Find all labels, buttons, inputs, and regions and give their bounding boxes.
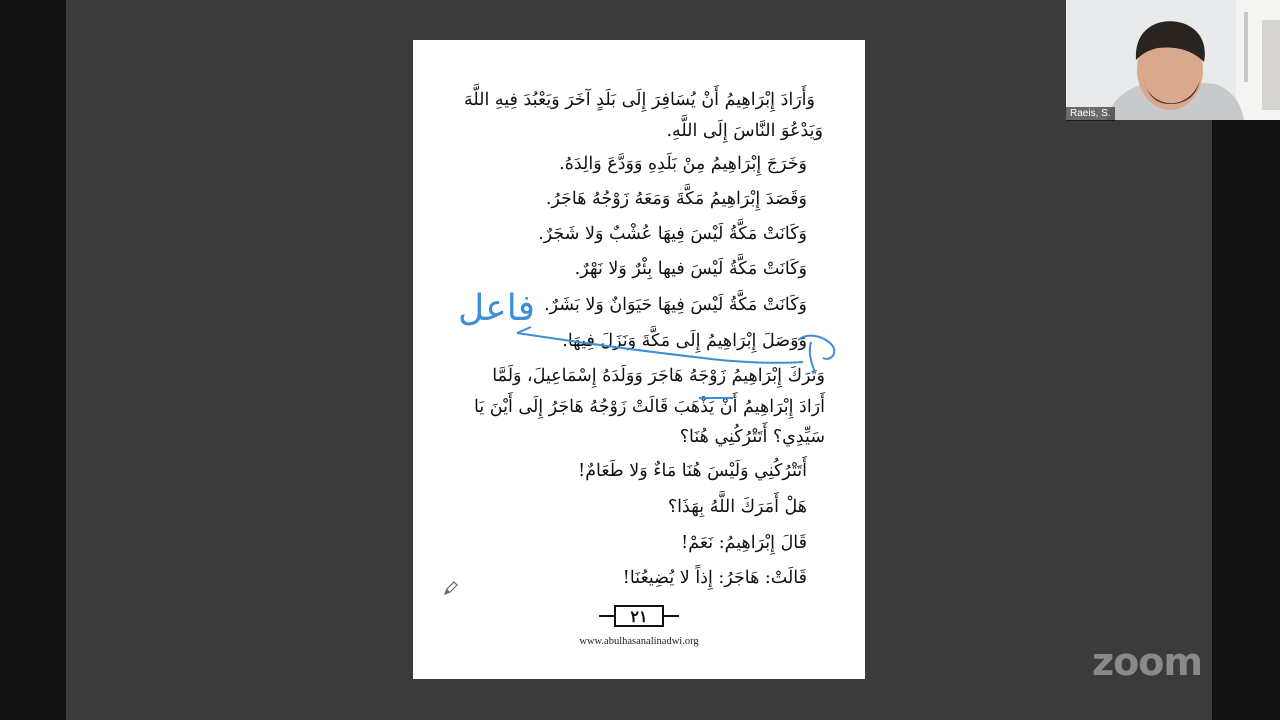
- page-number-rule-left: [599, 615, 614, 617]
- text-line: أَرَادَ إِبْرَاهِيمُ أَنْ يَذْهَبَ قَالَتْ زَوْجُهُ هَاجَرُ إِلَى أَيْنَ يَا: [473, 397, 825, 417]
- book-page: [413, 40, 865, 679]
- text-line: وَوَصَلَ إِبْرَاهِيمُ إِلَى مَكَّةَ وَنَزَلَ فِيهَا.: [562, 331, 807, 351]
- participant-name-label: Raeis, S.: [1066, 107, 1115, 121]
- text-line: وَيَدْعُوَ النَّاسَ إِلَى اللَّهِ.: [666, 121, 823, 141]
- text-line: أَتَتْرُكُنِي وَلَيْسَ هُنَا مَاءٌ وَلا طَعَامٌ!: [578, 461, 807, 481]
- text-line: وَخَرَجَ إِبْرَاهِيمُ مِنْ بَلَدِهِ وَوَدَّعَ وَالِدَهُ.: [559, 154, 807, 174]
- text-line: وَتَرَكَ إِبْرَاهِيمُ زَوْجَهُ هَاجَرَ وَوَلَدَهُ إِسْمَاعِيلَ، وَلَمَّا: [492, 366, 825, 386]
- page-number: ٢١: [614, 605, 664, 627]
- text-line: قَالَتْ: هَاجَرُ: إِذاً لا يُضِيعُنَا!: [622, 568, 807, 588]
- text-line: هَلْ أَمَرَكَ اللَّهُ بِهَذَا؟: [667, 497, 807, 517]
- zoom-logo: zoom: [1092, 640, 1202, 684]
- text-line: وَكَانَتْ مَكَّةُ لَيْسَ فِيهَا عُشْبٌ وَلا شَجَرٌ.: [538, 224, 807, 244]
- text-line: سَيِّدِي؟ أَتَتْرُكُنِي هُنَا؟: [679, 427, 825, 447]
- pencil-icon[interactable]: [443, 580, 459, 596]
- text-line: وَقَصَدَ إِبْرَاهِيمُ مَكَّةَ وَمَعَهُ زَوْجُهُ هَاجَرُ.: [545, 189, 807, 209]
- page-text: [413, 40, 865, 600]
- text-line: وَكَانَتْ مَكَّةُ لَيْسَ فِيهَا حَيَوَانٌ وَلا بَشَرٌ.: [544, 295, 807, 315]
- annotation-fail-label: فاعل: [458, 288, 535, 329]
- right-black-bar: [1212, 120, 1280, 720]
- participant-video-tile[interactable]: [1066, 0, 1280, 120]
- left-black-bar: [0, 0, 66, 720]
- text-line: قَالَ إِبْرَاهِيمُ: نَعَمْ!: [681, 533, 807, 553]
- page-number-rule-right: [664, 615, 679, 617]
- participant-video-feed: [1066, 0, 1280, 120]
- text-line: وَكَانَتْ مَكَّةُ لَيْسَ فيها بِئْرٌ وَلا نَهْرٌ.: [574, 259, 807, 279]
- website-footer: www.abulhasanalinadwi.org: [579, 636, 699, 647]
- text-line: وَأَرَادَ إِبْرَاهِيمُ أَنْ يُسَافِرَ إِلَى بَلَدٍ آخَرَ وَيَعْبُدَ فِيهِ اللَّهَ: [463, 90, 815, 110]
